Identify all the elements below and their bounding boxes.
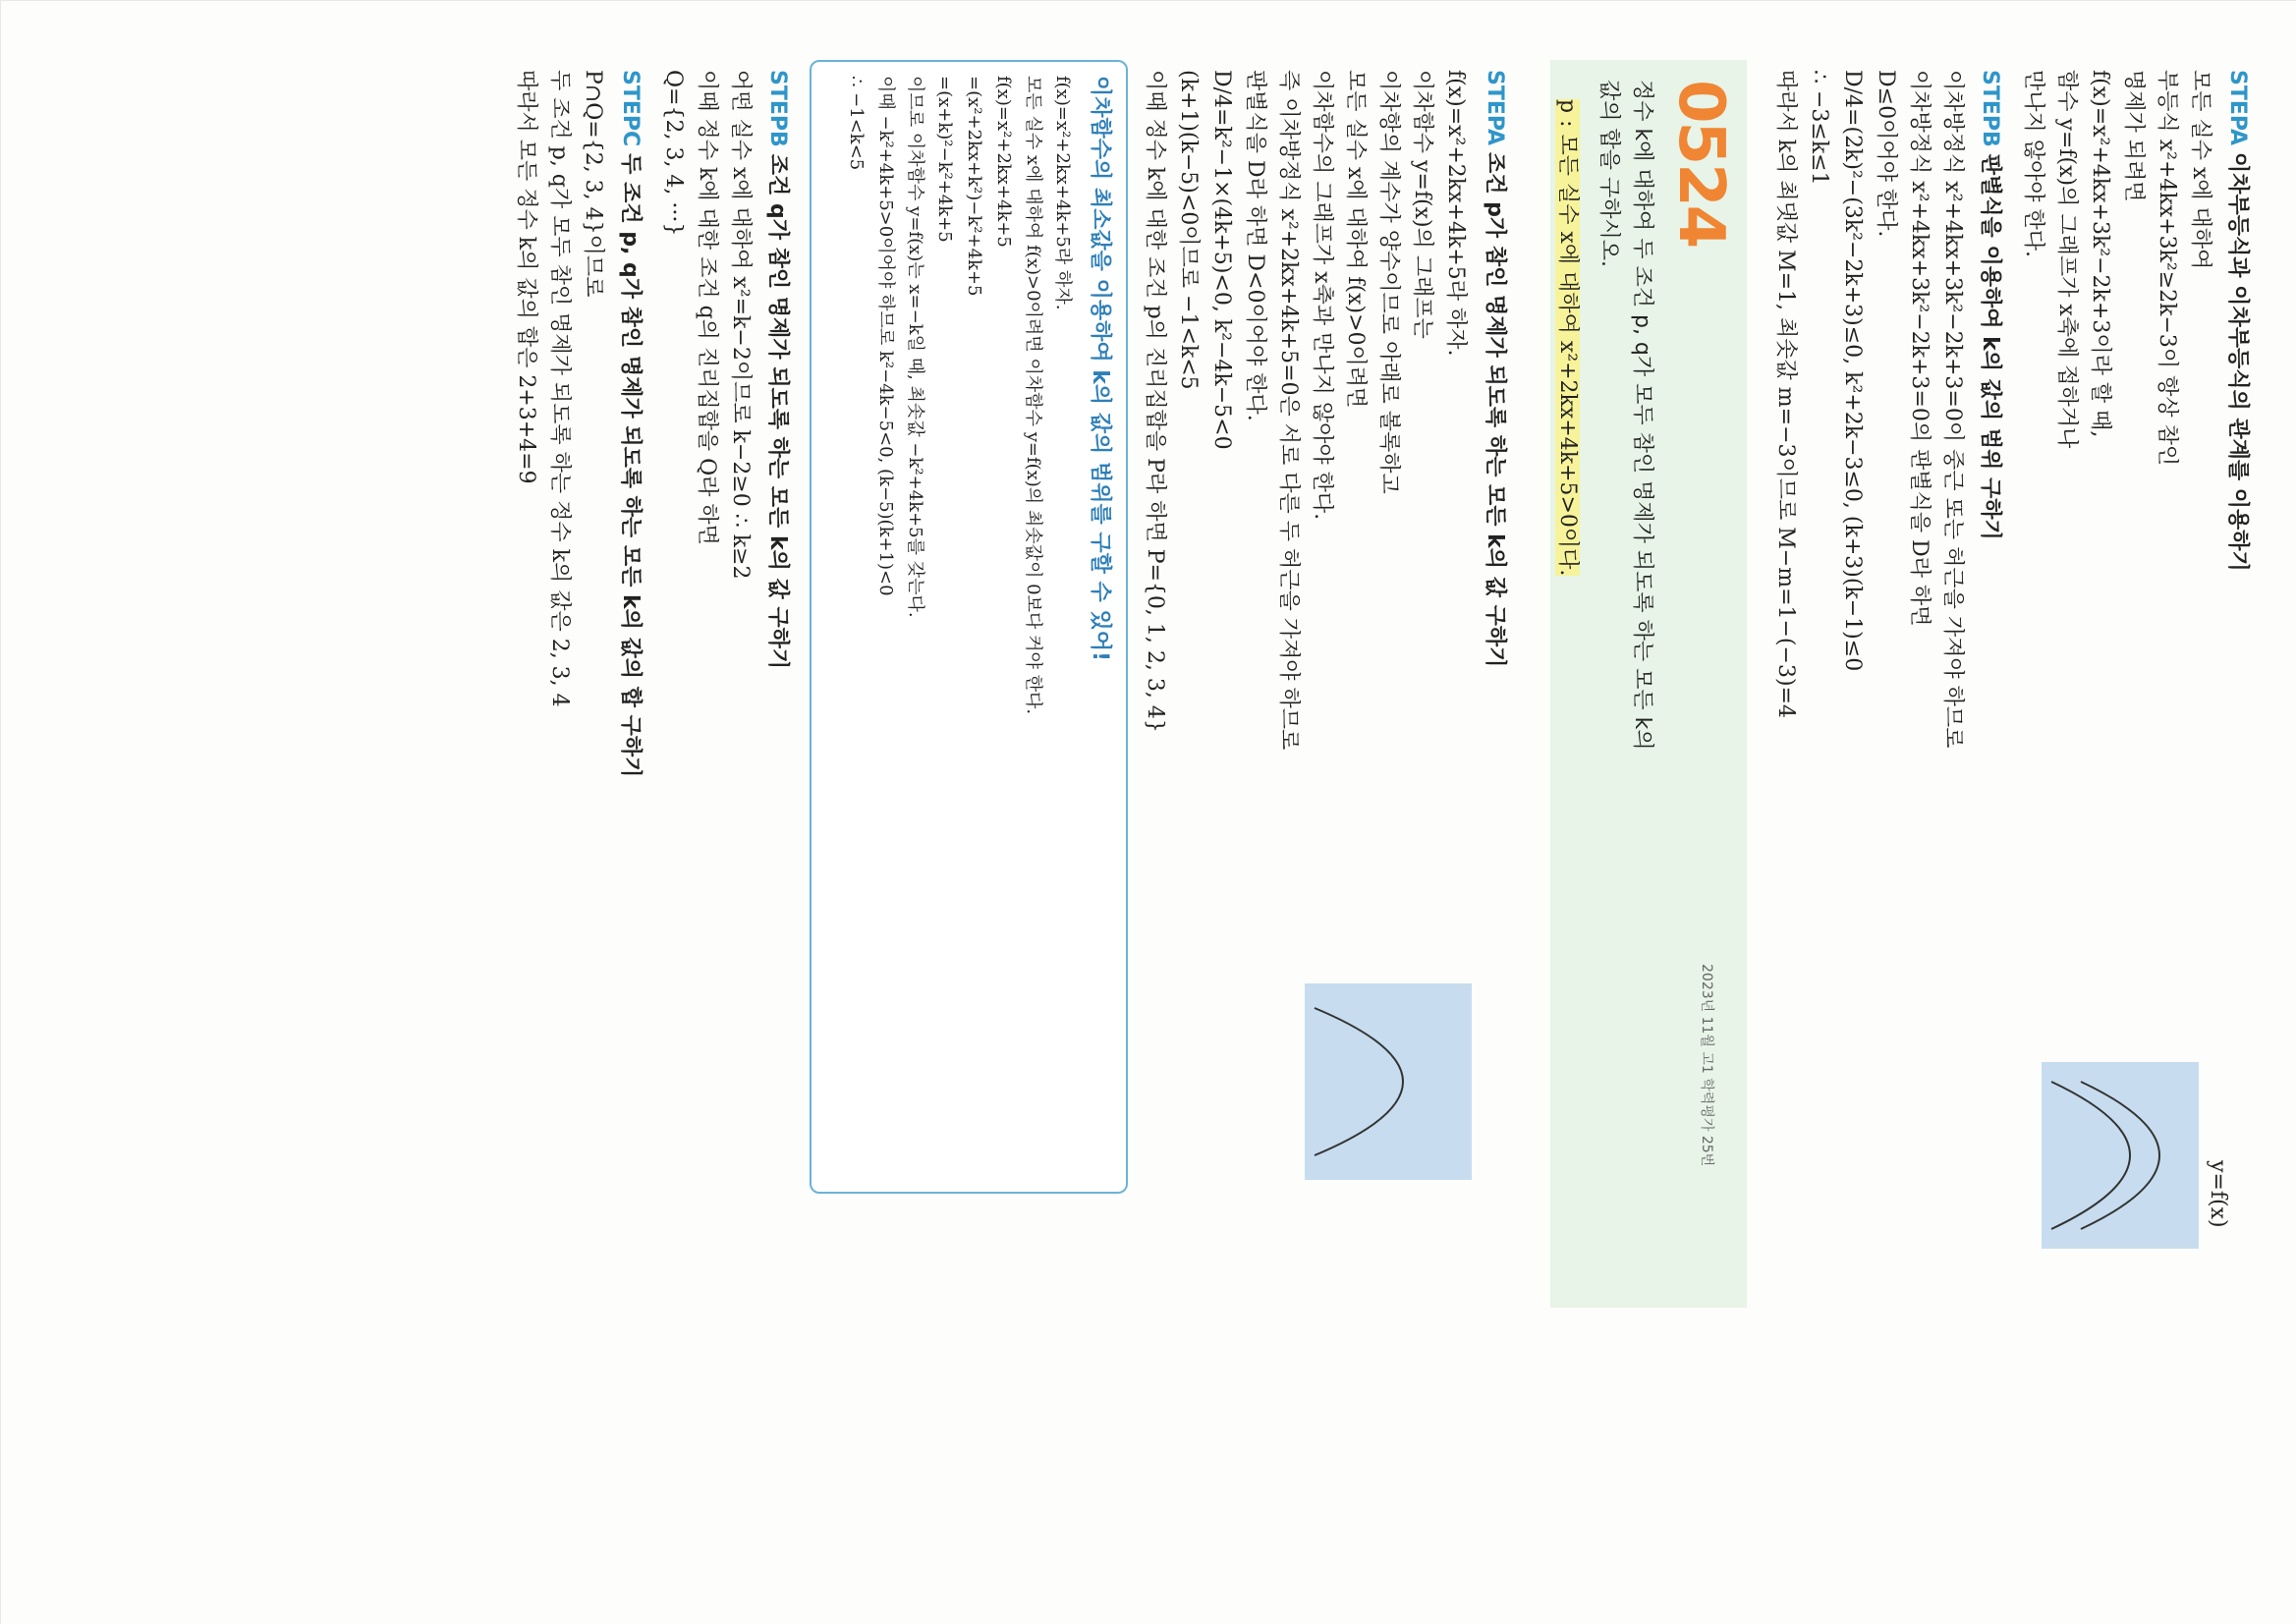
step-c-heading-0524: STEPC 두 조건 p, q가 참인 명제가 되도록 하는 모든 k의 값의 합 구하기: [617, 69, 643, 777]
condition-p: p : 모든 실수 x에 대하여 x²+2kx+4k+5>0이다.: [1554, 98, 1580, 576]
step-b-heading-0524: STEPB 조건 q가 참인 명제가 되도록 하는 모든 k의 값 구하기: [764, 69, 790, 669]
line: ∴ −3≤k≤1: [1806, 69, 1831, 186]
line: D≤0이어야 한다.: [1873, 69, 1898, 237]
problem-source-0524: 2023년 11월 고1 학력평가 25번: [1698, 963, 1714, 1166]
parabola-graph-1: [2042, 1062, 2199, 1249]
line: 이때 정수 k에 대한 조건 q의 진리집합을 Q라 하면: [694, 69, 719, 545]
problem-number-0524: 0524: [1663, 79, 1737, 247]
alt-method-title: 이차함수의 최소값을 이용하여 k의 값의 범위를 구할 수 있어!: [1087, 75, 1112, 661]
line: 만나지 않아야 한다.: [2020, 69, 2045, 257]
line: Q={2, 3, 4, ···}: [660, 69, 686, 236]
question-line: 정수 k에 대하여 두 조건 p, q가 모두 참인 명제가 되도록 하는 모든 k의: [1629, 79, 1654, 751]
step-b-heading-prev: STEPB 판별식을 이용하여 k의 값의 범위 구하기: [1977, 69, 2002, 540]
line: P∩Q={2, 3, 4}이므로: [580, 69, 605, 297]
box-line: f(x)=x²+2kx+4k+5: [992, 75, 1014, 248]
question-line: 값의 합을 구하시오.: [1596, 79, 1621, 267]
alt-method-lines: [841, 76, 1077, 714]
sol-line: D/4=k²−1×(4k+5)<0, k²−4k−5<0: [1208, 69, 1234, 450]
sol-line: 이차항의 계수가 양수이므로 아래로 볼록하고: [1375, 69, 1401, 494]
alt-method-box: [810, 60, 1128, 1194]
sol-line: 이차함수의 그래프가 x축과 만나지 않아야 한다.: [1309, 69, 1334, 520]
box-line: =(x²+2kx+k²)−k²+4k+5: [963, 75, 984, 296]
box-line: 이때 −k²+4k+5>0이어야 하므로 k²−4k−5<0, (k−5)(k+1)<0: [874, 75, 896, 596]
parabola-graph-2: [1305, 983, 1472, 1180]
line: 이차방정식 x²+4kx+3k²−2k+3=0이 중근 또는 허근을 가져야 하므로: [1939, 69, 1965, 748]
prev-solution-lines: [2016, 70, 2216, 466]
sol-line: 모든 실수 x에 대하여 f(x)>0이려면: [1342, 69, 1368, 408]
textbook-page: [1, 1, 2296, 1624]
sol-line: 이차함수 y=f(x)의 그래프는: [1409, 69, 1434, 339]
sol-line: 즉 이차방정식 x²+2kx+4k+5=0은 서로 다른 두 허근을 가져야 하므로: [1275, 69, 1301, 750]
prev-solution-lines-2: [1768, 70, 1969, 748]
box-line: =(x+k)²−k²+4k+5: [933, 75, 955, 243]
line: f(x)=x²+4kx+3k²−2k+3이라 할 때,: [2087, 69, 2112, 437]
parabola-curves: [2042, 1062, 2199, 1249]
line: 두 조건 p, q가 모두 참인 명제가 되도록 하는 정수 k의 값은 2, 3, 4: [546, 69, 572, 707]
line: 부등식 x²+4kx+3k²≥2k−3이 항상 참인: [2154, 69, 2179, 466]
box-line: 모든 실수 x에 대하여 f(x)>0이려면 이차함수 y=f(x)의 최솟값이 0보다 커야 한다.: [1022, 75, 1043, 714]
divider: [428, 1, 430, 1624]
line: 따라서 모든 정수 k의 값의 합은 2+3+4=9: [513, 69, 538, 484]
parabola-curve-2: [1305, 983, 1472, 1180]
line: 따라서 k의 최댓값 M=1, 최솟값 m=−3이므로 M−m=1−(−3)=4: [1772, 69, 1798, 718]
box-line: f(x)=x²+2kx+4k+5라 하자.: [1051, 75, 1073, 309]
problem-0524-question: [1592, 80, 1658, 751]
line: 함수 y=f(x)의 그래프가 x축에 접하거나: [2053, 69, 2079, 448]
line: 어떤 실수 x에 대하여 x²=k−2이므로 k−2≥0 ∴ k≥2: [727, 69, 753, 580]
solution-0524: [1138, 70, 1472, 750]
step-c-lines: [509, 70, 609, 707]
sol-line: 이때 정수 k에 대한 조건 p의 진리집합을 P라 하면 P={0, 1, 2, 3, 4}: [1142, 69, 1167, 733]
sol-line: 판별식을 D라 하면 D<0이어야 한다.: [1242, 69, 1267, 421]
box-line: ∴ −1<k<5: [845, 75, 867, 170]
line: 모든 실수 x에 대하여: [2187, 69, 2212, 269]
sol-line: (k+1)(k−5)<0이므로 −1<k<5: [1175, 69, 1201, 390]
step-a-heading-prev: STEPA 이차부등식과 이차부등식의 관계를 이용하기: [2224, 69, 2250, 572]
sol-line: f(x)=x²+2kx+4k+5라 하자.: [1442, 69, 1468, 356]
line: D/4=(2k)²−(3k²−2k+3)≤0, k²+2k−3≤0, (k+3)(k−1)≤0: [1839, 69, 1865, 671]
graph-label-1: y=f(x): [2205, 1159, 2230, 1228]
line: 명제가 되려면: [2120, 69, 2146, 202]
box-line: 이므로 이차함수 y=f(x)는 x=−k일 때, 최솟값 −k²+4k+5를 갖는다.: [904, 75, 925, 618]
step-b-lines: [656, 70, 756, 580]
step-a-heading-0524: STEPA 조건 p가 참인 명제가 되도록 하는 모든 k의 값 구하기: [1482, 69, 1507, 667]
line: 이차방정식 x²+4kx+3k²−2k+3=0의 판별식을 D라 하면: [1906, 69, 1932, 626]
